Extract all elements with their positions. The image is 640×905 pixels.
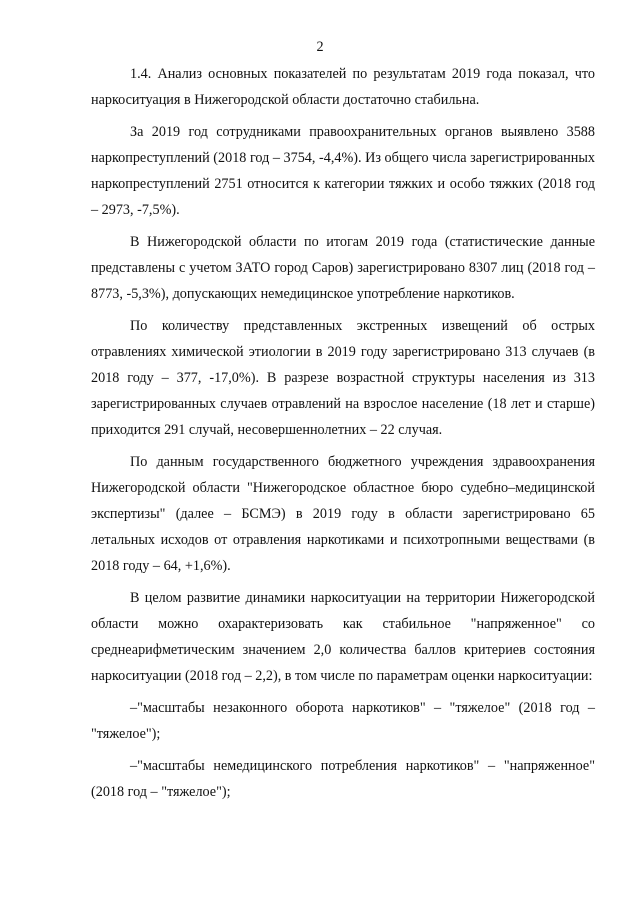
document-body (91, 61, 595, 810)
page-number: 2 (316, 39, 324, 55)
paragraph-overall-assessment: В целом развитие динамики наркоситуации на территории Нижегородской области можно охарактеризовать как стабильное "напряженное" со среднеарифметическим значением 2,0 количества баллов критериев состояния наркоситуации (2018 год – 2,2), в том числе по параметрам оценки наркоситуации: (91, 589, 595, 685)
paragraph-crimes-detected: За 2019 год сотрудниками правоохранительных органов выявлено 3588 наркопреступлений (2018 год – 3754, -4,4%). Из общего числа зарегистрированных наркопреступлений 2751 относится к категории тяжких и особо тяжких (2018 год – 2973, -7,5%). (91, 123, 595, 219)
paragraph-registered-persons: В Нижегородской области по итогам 2019 года (статистические данные представлены с учетом ЗАТО город Саров) зарегистрировано 8307 лиц (2018 год – 8773, -5,3%), допускающих немедицинское употребление наркотиков. (91, 233, 595, 302)
paragraph-lethal-outcomes: По данным государственного бюджетного учреждения здравоохранения Нижегородской области "Нижегородское областное бюро судебно–медицинской экспертизы" (далее – БСМЭ) в 2019 году в области зарегистрировано 65 летальных исходов от отравления наркотиками и психотропными веществами (в 2018 году – 64, +1,6%). (91, 453, 595, 575)
paragraph-analysis-summary: 1.4. Анализ основных показателей по результатам 2019 года показал, что наркоситуация в Нижегородской области достаточно стабильна. (91, 66, 595, 109)
list-item-non-medical-use: –"масштабы немедицинского потребления наркотиков" – "напряженное" (2018 год – "тяжелое"); (91, 757, 595, 800)
paragraph-poisonings: По количеству представленных экстренных извещений об острых отравлениях химической этиологии в 2019 году зарегистрировано 313 случаев (в 2018 году – 377, -17,0%). В разрезе возрастной структуры населения из 313 зарегистрированных случаев отравлений на взрослое население (18 лет и старше) приходится 291 случай, несовершеннолетних – 22 случая. (91, 317, 595, 438)
list-item-illegal-trafficking: –"масштабы незаконного оборота наркотиков" – "тяжелое" (2018 год – "тяжелое"); (91, 699, 595, 742)
